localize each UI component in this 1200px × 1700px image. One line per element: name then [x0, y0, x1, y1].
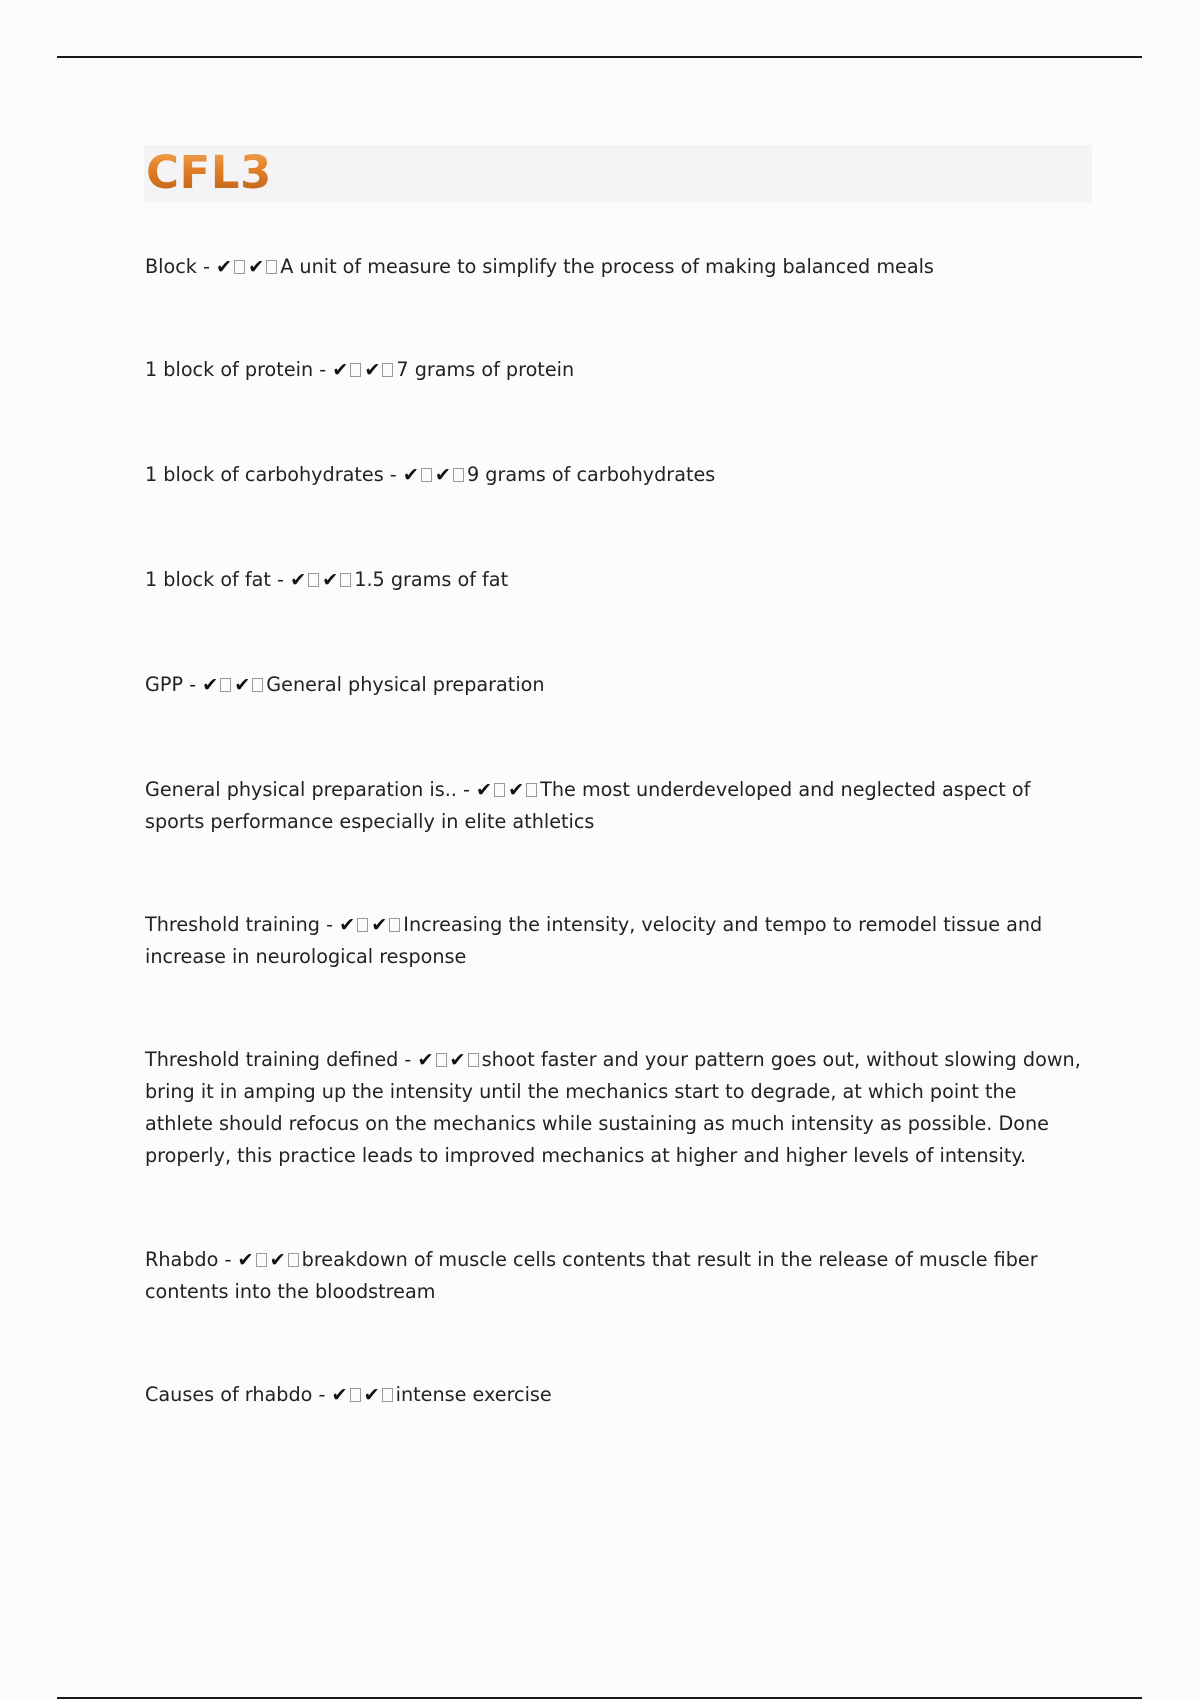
document-title: CFL3: [146, 146, 272, 199]
entry-definition: The most underdeveloped and neglected aspect of sports performance especially in elite athletics: [145, 778, 1031, 833]
check-icon: ✔: [322, 568, 339, 591]
check-icon: ✔: [332, 358, 349, 381]
check-icon: ✔: [363, 1383, 380, 1406]
entry-term: GPP: [145, 673, 184, 696]
entry-separator: -: [398, 1048, 418, 1071]
missing-glyph-icon: [421, 468, 432, 482]
entry-term: Threshold training defined: [145, 1048, 399, 1071]
missing-glyph-icon: [389, 918, 400, 932]
missing-glyph-icon: [308, 573, 319, 587]
check-icon: ✔: [248, 255, 265, 278]
check-icon: ✔: [371, 913, 388, 936]
entry-definition: intense exercise: [395, 1383, 552, 1406]
check-icon: ✔: [234, 673, 251, 696]
check-icon: ✔: [216, 255, 233, 278]
missing-glyph-icon: [526, 783, 537, 797]
flashcard-entry: [145, 459, 1085, 491]
missing-glyph-icon: [350, 1388, 361, 1402]
title-band: [144, 145, 1092, 202]
entry-separator: -: [320, 913, 340, 936]
entry-definition: A unit of measure to simplify the process of making balanced meals: [280, 255, 934, 278]
entry-term: Causes of rhabdo: [145, 1383, 313, 1406]
entry-term: 1 block of fat: [145, 568, 271, 591]
missing-glyph-icon: [220, 678, 231, 692]
entry-separator: -: [312, 1383, 332, 1406]
entry-separator: -: [270, 568, 291, 591]
entry-separator: -: [456, 778, 477, 801]
check-icon: ✔: [237, 1248, 254, 1271]
entry-term: 1 block of carbohydrates: [145, 463, 384, 486]
entry-separator: -: [313, 358, 333, 381]
missing-glyph-icon: [382, 1388, 393, 1402]
check-icon: ✔: [331, 1383, 348, 1406]
entry-term: 1 block of protein: [145, 358, 314, 381]
check-icon: ✔: [508, 778, 525, 801]
check-icon: ✔: [339, 913, 356, 936]
check-icon: ✔: [449, 1048, 466, 1071]
flashcard-entry: [145, 1244, 1085, 1308]
entry-definition: breakdown of muscle cells contents that result in the release of muscle fiber contents into the bloodstream: [145, 1248, 1038, 1303]
check-icon: ✔: [434, 463, 451, 486]
entry-definition: shoot faster and your pattern goes out, without slowing down, bring it in amping up the intensity until the mechanics start to degrade, at which point the athlete should refocus on the mechanics while sustaining as much intensity as possible. Done properly, this practice leads to improved mechanics at higher and higher levels of intensity.: [145, 1048, 1081, 1167]
entry-definition: 1.5 grams of fat: [354, 568, 509, 591]
missing-glyph-icon: [288, 1253, 299, 1267]
entry-definition: 9 grams of carbohydrates: [466, 463, 716, 486]
entry-term: Block: [145, 255, 197, 278]
check-icon: ✔: [290, 568, 307, 591]
missing-glyph-icon: [234, 260, 245, 274]
check-icon: ✔: [269, 1248, 286, 1271]
missing-glyph-icon: [252, 678, 263, 692]
flashcard-entry: [145, 251, 1085, 283]
missing-glyph-icon: [256, 1253, 267, 1267]
flashcard-entry: [145, 564, 1085, 596]
entry-separator: -: [196, 255, 217, 278]
flashcard-entry: [145, 774, 1085, 838]
entry-definition: 7 grams of protein: [396, 358, 575, 381]
entry-separator: -: [183, 673, 203, 696]
check-icon: ✔: [402, 463, 419, 486]
missing-glyph-icon: [453, 468, 464, 482]
missing-glyph-icon: [494, 783, 505, 797]
missing-glyph-icon: [266, 260, 277, 274]
check-icon: ✔: [202, 673, 219, 696]
flashcard-entry: [145, 909, 1085, 973]
flashcard-entry: [145, 1044, 1085, 1172]
entry-term: Threshold training: [145, 913, 320, 936]
missing-glyph-icon: [340, 573, 351, 587]
header-rule: [57, 56, 1142, 58]
missing-glyph-icon: [382, 363, 393, 377]
footer-rule: [57, 1697, 1142, 1699]
entry-separator: -: [218, 1248, 238, 1271]
missing-glyph-icon: [350, 363, 361, 377]
entry-term: Rhabdo: [145, 1248, 219, 1271]
missing-glyph-icon: [357, 918, 368, 932]
flashcard-entry: [145, 1379, 1085, 1411]
entry-separator: -: [383, 463, 403, 486]
missing-glyph-icon: [468, 1053, 479, 1067]
flashcard-entry: [145, 669, 1085, 701]
entry-term: General physical preparation is..: [145, 778, 457, 801]
entry-definition: Increasing the intensity, velocity and tempo to remodel tissue and increase in neurological response: [145, 913, 1043, 968]
check-icon: ✔: [364, 358, 381, 381]
entry-definition: General physical preparation: [266, 673, 545, 696]
flashcard-entry: [145, 354, 1085, 386]
check-icon: ✔: [417, 1048, 434, 1071]
check-icon: ✔: [476, 778, 493, 801]
missing-glyph-icon: [436, 1053, 447, 1067]
